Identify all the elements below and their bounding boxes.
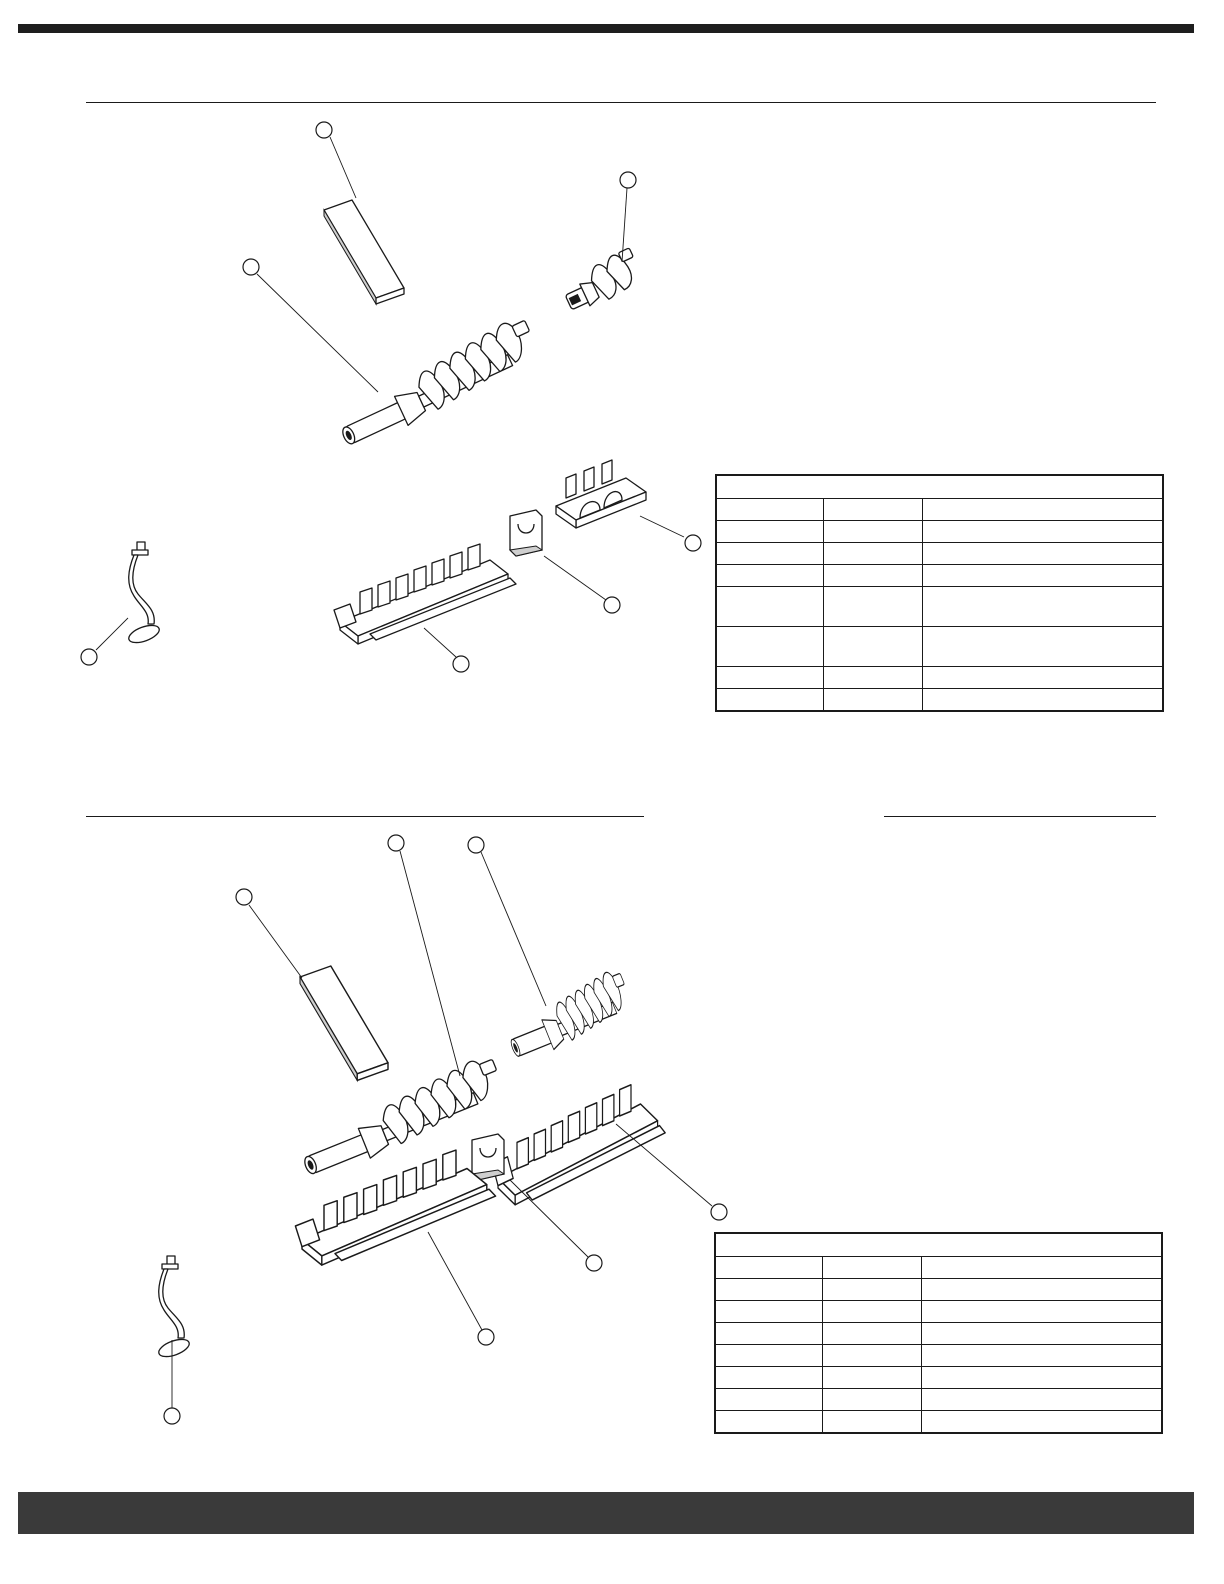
s1-callout-1	[316, 122, 332, 138]
table-cell	[921, 1389, 1162, 1411]
table-cell	[922, 587, 1163, 627]
table-cell	[716, 667, 823, 689]
table-cell	[822, 1411, 921, 1433]
s1-crank-part	[127, 542, 162, 646]
s2-crank-part	[157, 1256, 192, 1360]
table-cell	[715, 1279, 822, 1301]
table-cell	[716, 521, 823, 543]
s2-callout-2	[388, 835, 404, 851]
table-cell	[715, 1411, 822, 1433]
table-cell	[921, 1301, 1162, 1323]
table-cell	[716, 587, 823, 627]
table-cell	[922, 499, 1163, 521]
s1-short-auger-part	[558, 248, 645, 315]
table-cell	[715, 1257, 822, 1279]
table-cell	[823, 499, 922, 521]
table-cell	[715, 1389, 822, 1411]
table-cell	[716, 689, 823, 711]
table-cell	[715, 1301, 822, 1323]
table-cell	[822, 1279, 921, 1301]
s2-callout-1	[236, 889, 252, 905]
s1-callout-5	[604, 597, 620, 613]
s1-callout-2	[243, 259, 259, 275]
table-cell	[922, 565, 1163, 587]
table-cell	[715, 1345, 822, 1367]
table-cell	[823, 543, 922, 565]
table-cell	[921, 1345, 1162, 1367]
table-cell	[922, 667, 1163, 689]
s2-tray-right-part	[492, 1085, 665, 1205]
table-cell	[822, 1257, 921, 1279]
s2-long-auger-2-part	[499, 968, 637, 1064]
s1-long-auger-part	[329, 315, 544, 452]
footer-bar	[18, 1492, 1194, 1534]
s1-short-tray-part	[556, 460, 646, 528]
table-cell	[921, 1323, 1162, 1345]
s1-table-caption	[716, 475, 1163, 499]
table-cell	[921, 1279, 1162, 1301]
s2-clip-part	[472, 1134, 504, 1180]
table-cell	[716, 499, 823, 521]
s1-callout-7	[81, 649, 97, 665]
s1-callout-4	[685, 535, 701, 551]
s2-callout-3	[468, 837, 484, 853]
table-cell	[823, 565, 922, 587]
table-cell	[921, 1411, 1162, 1433]
s1-callout-6	[453, 656, 469, 672]
table-cell	[921, 1367, 1162, 1389]
table-cell	[715, 1323, 822, 1345]
table-cell	[822, 1367, 921, 1389]
table-cell	[823, 587, 922, 627]
s2-callout-6	[478, 1329, 494, 1345]
s2-callout-7	[164, 1408, 180, 1424]
table-cell	[823, 521, 922, 543]
table-cell	[822, 1301, 921, 1323]
s2-callout-5	[586, 1255, 602, 1271]
s2-table-caption	[715, 1233, 1162, 1257]
table-cell	[922, 543, 1163, 565]
s2-callout-4	[711, 1204, 727, 1220]
table-cell	[823, 627, 922, 667]
table-cell	[822, 1389, 921, 1411]
table-cell	[922, 521, 1163, 543]
s1-callout-3	[620, 172, 636, 188]
table-cell	[823, 689, 922, 711]
table-cell	[922, 689, 1163, 711]
table-cell	[716, 565, 823, 587]
table-cell	[921, 1257, 1162, 1279]
s1-clip-part	[510, 510, 542, 556]
table-cell	[822, 1323, 921, 1345]
table-cell	[716, 627, 823, 667]
s1-parts-table	[715, 474, 1164, 712]
s1-callouts	[81, 122, 701, 672]
table-cell	[822, 1345, 921, 1367]
table-cell	[922, 627, 1163, 667]
s1-pad-part	[324, 200, 404, 304]
table-cell	[823, 667, 922, 689]
s2-parts-table	[714, 1232, 1163, 1434]
table-cell	[715, 1367, 822, 1389]
table-cell	[716, 543, 823, 565]
s2-pad-part	[300, 966, 388, 1080]
